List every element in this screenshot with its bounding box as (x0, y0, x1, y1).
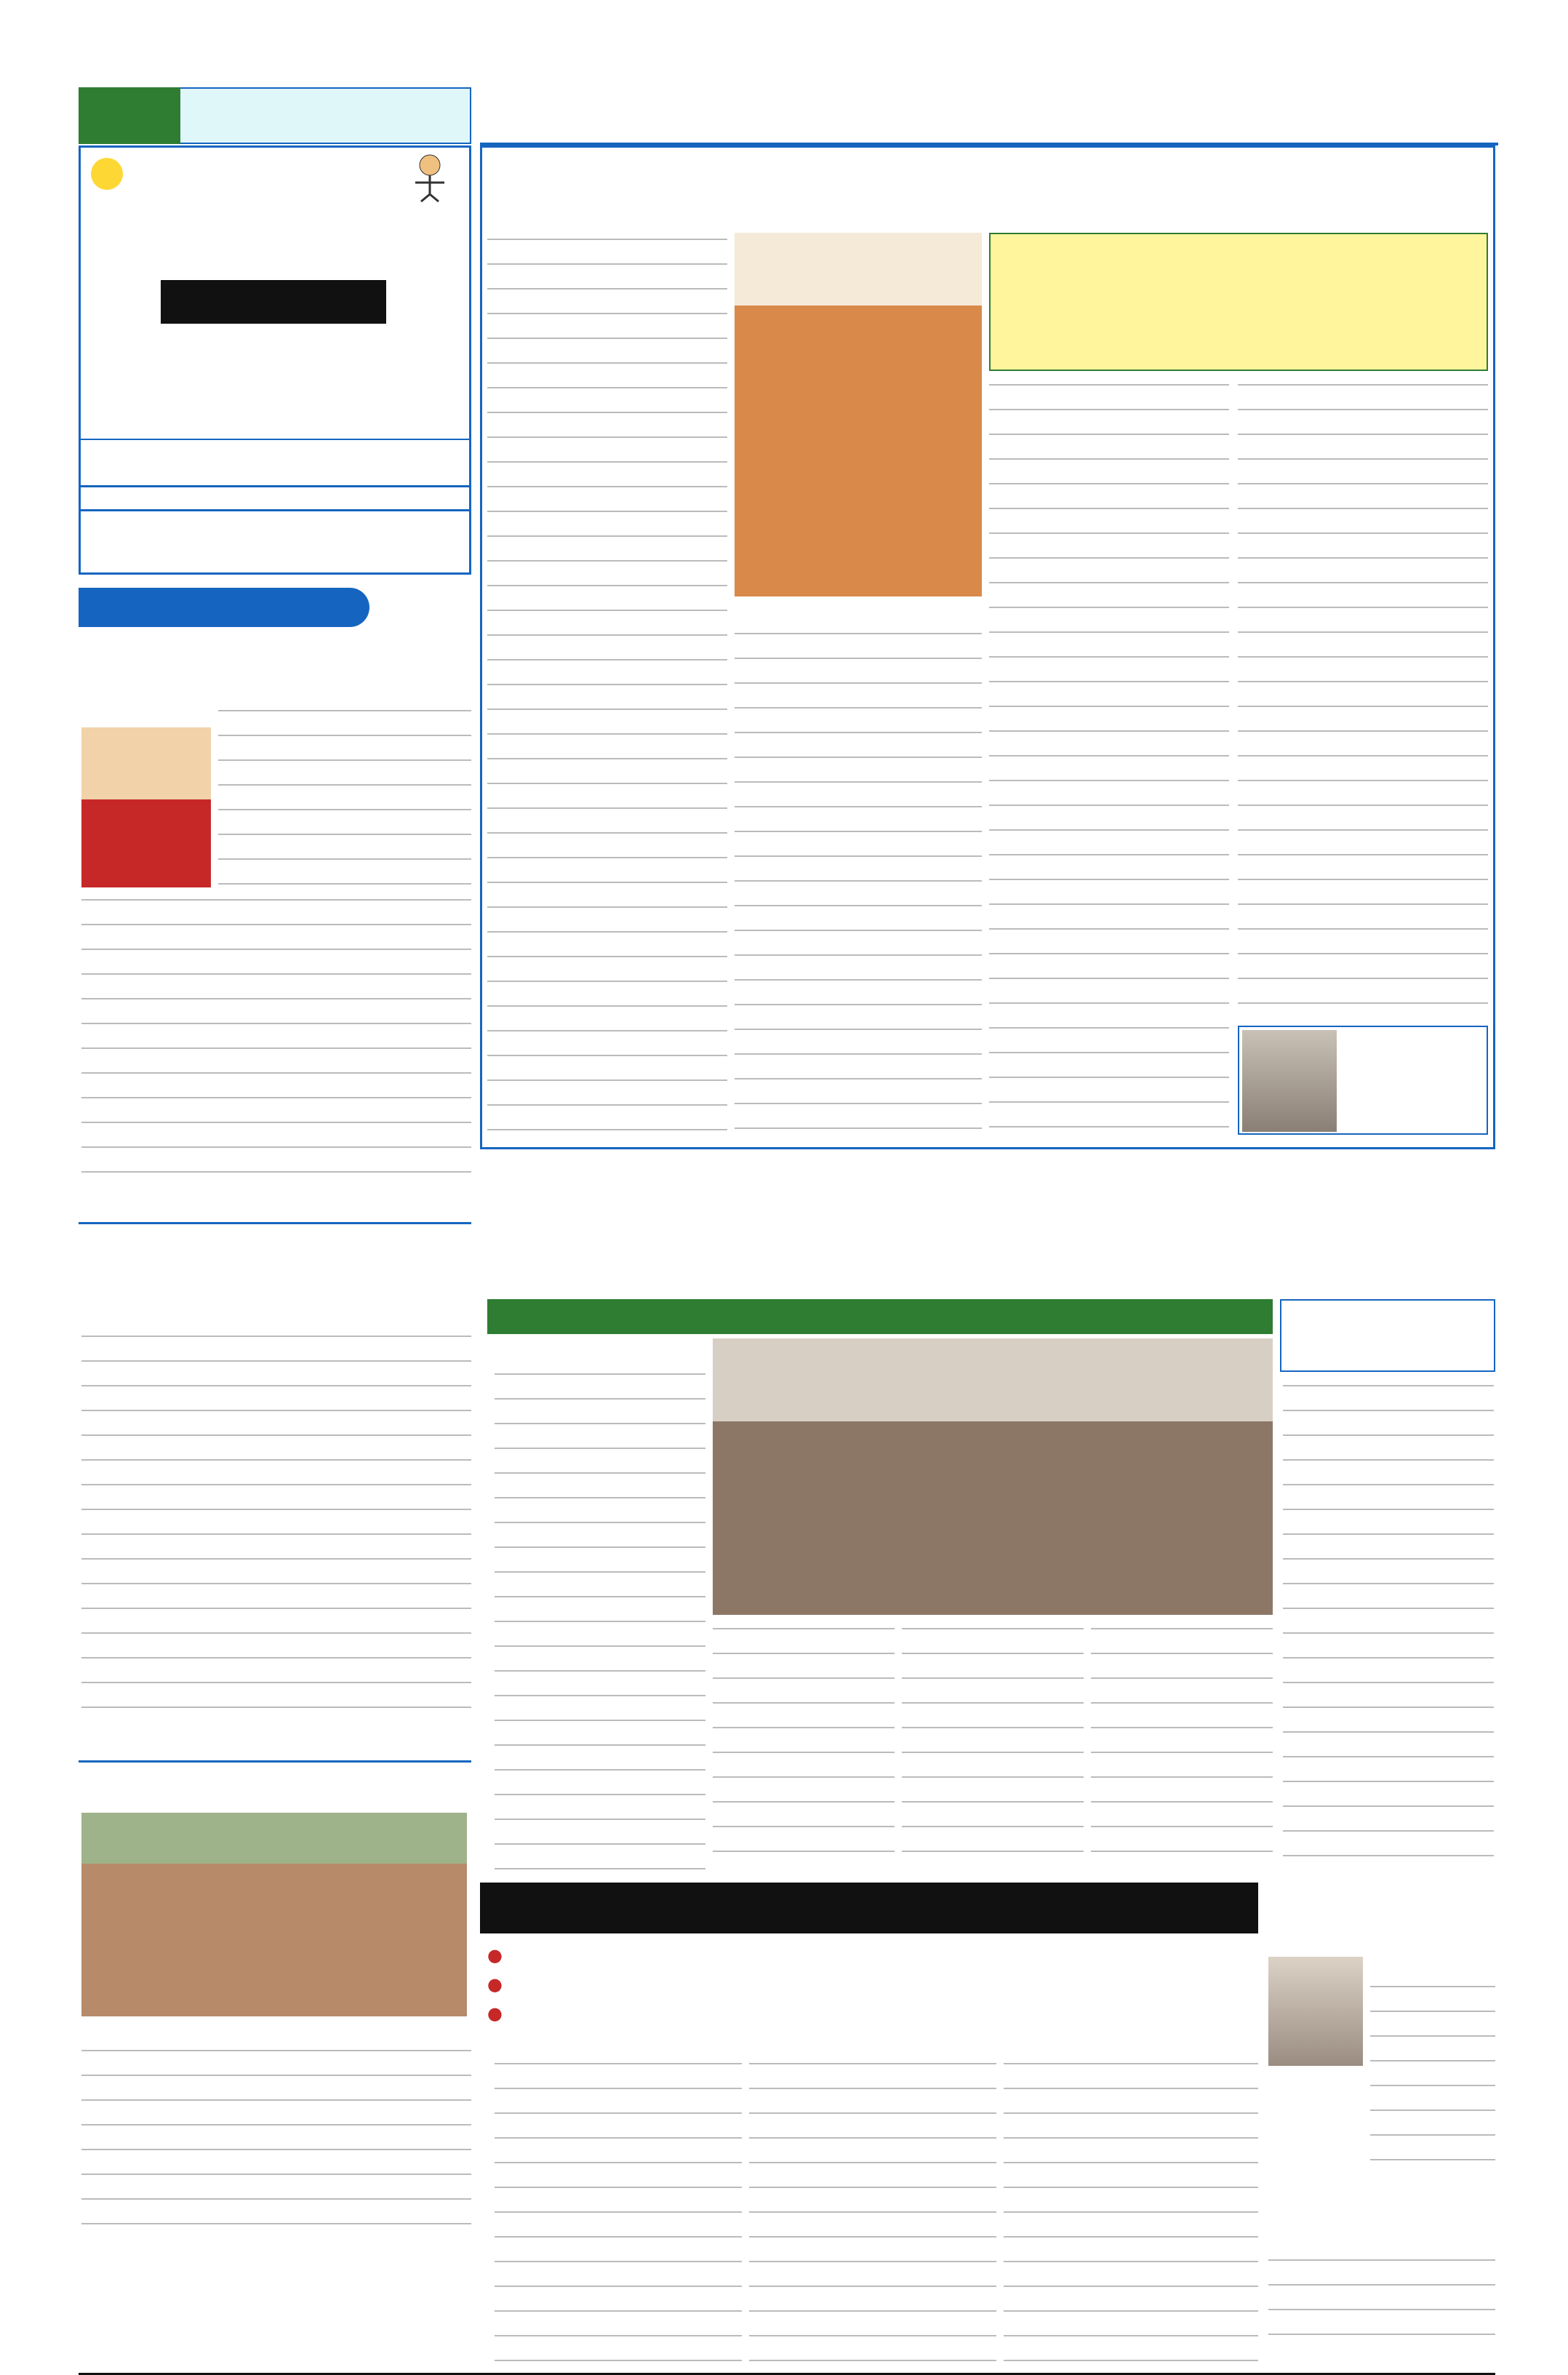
letter2-body (81, 1330, 471, 1723)
story3-bullet (487, 1999, 1258, 2028)
cheque-handover-photo (713, 1338, 1273, 1615)
letter1-body (81, 893, 471, 1184)
story2-subhead (487, 1299, 1273, 1334)
dasara-body (1283, 1379, 1494, 1869)
story3-bullet (487, 1970, 1258, 1999)
lead-body-col1 (487, 233, 727, 1142)
story2-body-col1 (495, 1368, 705, 1869)
divider (79, 1760, 471, 1763)
cartoon-icon (401, 152, 459, 203)
road-photo (81, 1813, 467, 2016)
story3-bullet (487, 1941, 1258, 1970)
srinivas-prasad-photo (1268, 1957, 1363, 2066)
story2-body-col2 (713, 1622, 895, 1869)
bullet-icon: ● (487, 1974, 503, 1995)
author-box (1238, 1026, 1488, 1135)
lead-body-col3 (989, 378, 1229, 1142)
lead-body-col4 (1238, 378, 1488, 1018)
laughing-face-icon (91, 158, 123, 190)
story3-headline-bar (480, 1883, 1258, 1933)
lead-intro-box (989, 233, 1488, 371)
mast-box-logo (161, 280, 386, 324)
spb-photo (81, 727, 211, 887)
bullet-icon: ● (487, 2003, 503, 2024)
humor-box (79, 145, 471, 487)
story2-body-col4 (1091, 1622, 1273, 1869)
puc-body (1268, 2254, 1495, 2341)
story3-body-col2 (749, 2057, 996, 2363)
lead-body-col2 (735, 627, 982, 1142)
letter3-body (81, 2044, 471, 2240)
dasara-title-box (1280, 1299, 1495, 1372)
covid-body (1370, 1980, 1495, 2169)
veda-box (79, 509, 471, 575)
divider (81, 439, 469, 440)
letter1-body-top (218, 704, 471, 886)
bullet-icon: ● (487, 1945, 503, 1965)
letters-banner (79, 588, 369, 627)
page-number-box (79, 87, 180, 144)
author-photo (1242, 1030, 1337, 1132)
story2-body-col3 (902, 1622, 1084, 1869)
divider (79, 1222, 471, 1224)
story3-body-col3 (1004, 2057, 1258, 2363)
story3-body-col1 (495, 2057, 742, 2363)
swamiji-photo (735, 233, 982, 596)
